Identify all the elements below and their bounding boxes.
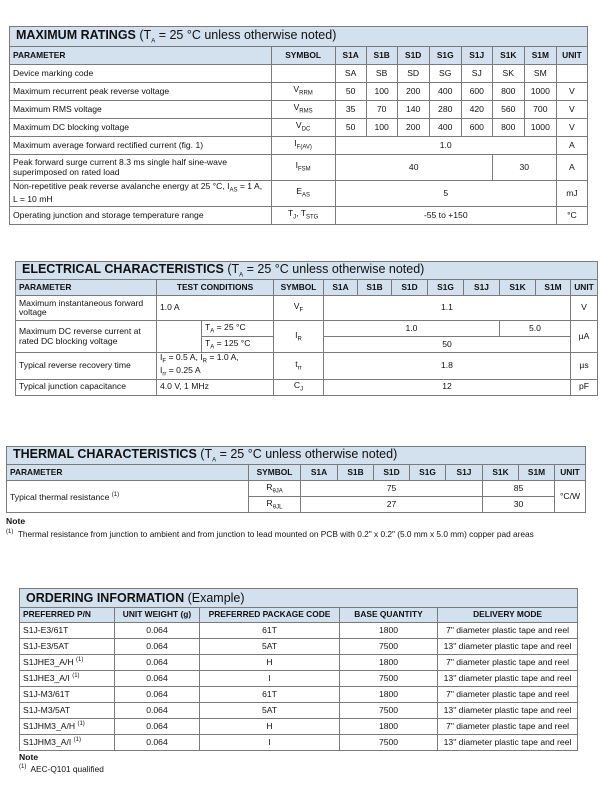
header-symbol: SYMBOL xyxy=(249,465,301,481)
cell-value: 1.0 xyxy=(324,321,500,337)
cell-base-quantity: 1800 xyxy=(340,687,438,703)
header-s1a: S1A xyxy=(324,280,358,296)
cell-value: 1.8 xyxy=(324,353,571,379)
header-s1d: S1D xyxy=(397,47,429,65)
cell-value: 600 xyxy=(461,119,492,137)
cell-package-code: 61T xyxy=(200,687,340,703)
row-symbol: $V_{DC}$ xyxy=(271,119,335,137)
electrical-characteristics-title: ELECTRICAL CHARACTERISTICS ($T_A = 25$ °C unless otherwise noted) xyxy=(16,262,598,280)
cell-package-code: 61T xyxy=(200,623,340,639)
row-symbol: $E_{AS}$ xyxy=(271,181,335,207)
header-s1b: S1B xyxy=(358,280,392,296)
header-s1j: S1J xyxy=(461,47,492,65)
cell-part-number: S1J-M3/61T xyxy=(20,687,115,703)
row-symbol: $I_R$ xyxy=(274,321,324,353)
cell-unit-weight: 0.064 xyxy=(115,687,200,703)
header-base-quantity: BASE QUANTITY xyxy=(340,608,438,623)
header-parameter: PARAMETER xyxy=(10,47,272,65)
cell-value: SK xyxy=(492,65,524,83)
row-parameter: Typical thermal resistance $^{(1)}$ xyxy=(7,481,249,513)
cell-value: 140 xyxy=(397,101,429,119)
table-row xyxy=(10,181,588,207)
cell-part-number: S1J-M3/5AT xyxy=(20,703,115,719)
cell-unit-weight: 0.064 xyxy=(115,623,200,639)
cell-value: 5 xyxy=(335,181,556,207)
table-row xyxy=(10,65,588,83)
cell-value: 200 xyxy=(397,119,429,137)
row-unit: A xyxy=(556,155,587,181)
header-preferred-pn: PREFERRED P/N xyxy=(20,608,115,623)
cell-value: SD xyxy=(397,65,429,83)
cell-value: 50 xyxy=(324,337,571,353)
cell-value: 560 xyxy=(492,101,524,119)
cell-package-code: H xyxy=(200,655,340,671)
row-parameter: Maximum recurrent peak reverse voltage xyxy=(10,83,272,101)
cell-value: 30 xyxy=(483,497,555,513)
table-row xyxy=(20,655,578,671)
row-unit: °C/W xyxy=(555,481,586,513)
cell-delivery-mode: 7" diameter plastic tape and reel xyxy=(438,623,578,639)
table-row xyxy=(10,137,588,155)
header-s1g: S1G xyxy=(428,280,464,296)
table-row xyxy=(10,83,588,101)
cell-value: 1.1 xyxy=(324,296,571,321)
header-s1b: S1B xyxy=(366,47,397,65)
table-row xyxy=(16,321,598,337)
cell-value: 5.0 xyxy=(500,321,571,337)
cell-base-quantity: 1800 xyxy=(340,623,438,639)
row-unit: V xyxy=(556,83,587,101)
header-s1d: S1D xyxy=(392,280,428,296)
cell-unit-weight: 0.064 xyxy=(115,735,200,751)
maximum-ratings-title: MAXIMUM RATINGS ($T_A = 25$ °C unless otherwise noted) xyxy=(10,27,588,47)
cell-base-quantity: 7500 xyxy=(340,703,438,719)
cell-value: 280 xyxy=(429,101,461,119)
header-package-code: PREFERRED PACKAGE CODE xyxy=(200,608,340,623)
cell-package-code: 5AT xyxy=(200,639,340,655)
thermal-characteristics-title: THERMAL CHARACTERISTICS ($T_A = 25$ °C unless otherwise noted) xyxy=(7,447,586,465)
table-row xyxy=(16,353,598,379)
cell-value: 400 xyxy=(429,83,461,101)
cell-value: -55 to +150 xyxy=(335,207,556,225)
row-parameter: Maximum RMS voltage xyxy=(10,101,272,119)
note-label: Note xyxy=(19,752,39,762)
thermal-note-text: $^{(1)}$ Thermal resistance from junction to ambient and from junction to lead mounted on PCB with 0.2" x 0.2" (5.0 mm x 5.0 mm) copper pad areas xyxy=(6,529,534,539)
table-header-row xyxy=(20,608,578,623)
cell-package-code: H xyxy=(200,719,340,735)
cell-base-quantity: 7500 xyxy=(340,639,438,655)
table-row xyxy=(20,735,578,751)
table-row xyxy=(10,155,588,181)
row-symbol: $C_J$ xyxy=(274,379,324,395)
cell-value: 50 xyxy=(335,83,366,101)
row-parameter: Maximum instantaneous forward voltage xyxy=(16,296,157,321)
table-row xyxy=(16,379,598,395)
table-row xyxy=(10,101,588,119)
cell-value: SA xyxy=(335,65,366,83)
cell-unit-weight: 0.064 xyxy=(115,639,200,655)
note-label: Note xyxy=(6,516,26,526)
table-row xyxy=(10,207,588,225)
thermal-characteristics-section xyxy=(6,446,586,513)
cell-value: 100 xyxy=(366,119,397,137)
cell-value: 1000 xyxy=(524,119,556,137)
cell-value: 700 xyxy=(524,101,556,119)
cell-value: 75 xyxy=(301,481,483,497)
cell-value: 27 xyxy=(301,497,483,513)
header-s1k: S1K xyxy=(483,465,519,481)
header-symbol: SYMBOL xyxy=(271,47,335,65)
row-parameter: Maximum DC reverse current at rated DC blocking voltage xyxy=(16,321,157,353)
header-s1d: S1D xyxy=(374,465,410,481)
table-row xyxy=(7,481,586,497)
cell-delivery-mode: 7" diameter plastic tape and reel xyxy=(438,719,578,735)
header-s1k: S1K xyxy=(500,280,536,296)
row-symbol xyxy=(271,65,335,83)
row-test-condition: $T_A = 25$ °C xyxy=(202,321,274,337)
row-parameter: Typical junction capacitance xyxy=(16,379,157,395)
header-s1g: S1G xyxy=(410,465,446,481)
cell-value: SJ xyxy=(461,65,492,83)
row-symbol: $I_{FSM}$ xyxy=(271,155,335,181)
row-test-condition: $T_A = 125$ °C xyxy=(202,337,274,353)
header-s1k: S1K xyxy=(492,47,524,65)
row-unit: V xyxy=(556,119,587,137)
cell-value: SM xyxy=(524,65,556,83)
row-parameter: Maximum DC blocking voltage xyxy=(10,119,272,137)
cell-value: 420 xyxy=(461,101,492,119)
row-symbol: $T_J$, $T_{STG}$ xyxy=(271,207,335,225)
cell-package-code: I xyxy=(200,671,340,687)
cell-unit-weight: 0.064 xyxy=(115,719,200,735)
header-unit: UNIT xyxy=(555,465,586,481)
row-test-condition: 1.0 A xyxy=(157,296,274,321)
cell-delivery-mode: 13" diameter plastic tape and reel xyxy=(438,703,578,719)
header-s1a: S1A xyxy=(301,465,338,481)
thermal-characteristics-table xyxy=(6,446,586,513)
header-parameter: PARAMETER xyxy=(7,465,249,481)
cell-unit-weight: 0.064 xyxy=(115,703,200,719)
row-symbol: $V_{RMS}$ xyxy=(271,101,335,119)
maximum-ratings-table xyxy=(9,26,588,225)
cell-value: 200 xyxy=(397,83,429,101)
cell-part-number: S1JHE3_A/H $^{(1)}$ xyxy=(20,655,115,671)
cell-value: 85 xyxy=(483,481,555,497)
row-unit xyxy=(556,65,587,83)
row-test-condition-spacer xyxy=(157,321,202,353)
row-symbol: $V_F$ xyxy=(274,296,324,321)
table-header-row xyxy=(7,465,586,481)
table-row xyxy=(20,703,578,719)
table-row xyxy=(16,296,598,321)
cell-base-quantity: 1800 xyxy=(340,719,438,735)
row-symbol: $R_{\theta JA}$ xyxy=(249,481,301,497)
cell-base-quantity: 1800 xyxy=(340,655,438,671)
row-unit: mJ xyxy=(556,181,587,207)
cell-part-number: S1JHE3_A/I $^{(1)}$ xyxy=(20,671,115,687)
cell-value: 12 xyxy=(324,379,571,395)
table-row xyxy=(20,687,578,703)
row-symbol: $t_{rr}$ xyxy=(274,353,324,379)
cell-value: 600 xyxy=(461,83,492,101)
cell-value: 800 xyxy=(492,83,524,101)
header-s1j: S1J xyxy=(446,465,483,481)
header-test-conditions: TEST CONDITIONS xyxy=(157,280,274,296)
row-unit: µs xyxy=(571,353,598,379)
header-s1m: S1M xyxy=(524,47,556,65)
header-s1m: S1M xyxy=(519,465,555,481)
ordering-information-table xyxy=(19,588,578,751)
cell-unit-weight: 0.064 xyxy=(115,671,200,687)
header-s1m: S1M xyxy=(536,280,571,296)
row-symbol: $V_{RRM}$ xyxy=(271,83,335,101)
cell-value: SB xyxy=(366,65,397,83)
cell-value: 30 xyxy=(492,155,556,181)
row-test-condition: $I_F = 0.5$ A, $I_R = 1.0$ A, $I_{rr} = 0.25$ A xyxy=(157,353,274,379)
ordering-information-title: ORDERING INFORMATION (Example) xyxy=(20,589,578,608)
row-unit: A xyxy=(556,137,587,155)
table-header-row xyxy=(10,47,588,65)
row-parameter: Device marking code xyxy=(10,65,272,83)
row-parameter: Maximum average forward rectified current (fig. 1) xyxy=(10,137,272,155)
cell-value: 100 xyxy=(366,83,397,101)
ordering-note-text: $^{(1)}$ AEC-Q101 qualified xyxy=(19,764,104,774)
header-unit-weight: UNIT WEIGHT (g) xyxy=(115,608,200,623)
cell-delivery-mode: 13" diameter plastic tape and reel xyxy=(438,735,578,751)
cell-value: 800 xyxy=(492,119,524,137)
cell-package-code: I xyxy=(200,735,340,751)
cell-delivery-mode: 7" diameter plastic tape and reel xyxy=(438,687,578,703)
header-s1a: S1A xyxy=(335,47,366,65)
cell-delivery-mode: 7" diameter plastic tape and reel xyxy=(438,655,578,671)
row-test-condition: 4.0 V, 1 MHz xyxy=(157,379,274,395)
ordering-information-section xyxy=(19,588,578,751)
cell-value: 35 xyxy=(335,101,366,119)
cell-unit-weight: 0.064 xyxy=(115,655,200,671)
row-unit: µA xyxy=(571,321,598,353)
cell-part-number: S1J-E3/61T xyxy=(20,623,115,639)
cell-value: SG xyxy=(429,65,461,83)
table-row xyxy=(20,719,578,735)
cell-value: 1000 xyxy=(524,83,556,101)
header-parameter: PARAMETER xyxy=(16,280,157,296)
header-unit: UNIT xyxy=(556,47,587,65)
cell-value: 400 xyxy=(429,119,461,137)
header-s1g: S1G xyxy=(429,47,461,65)
cell-base-quantity: 7500 xyxy=(340,671,438,687)
row-parameter: Non-repetitive peak reverse avalanche energy at 25 °C, $I_{AS} = 1$ A, L = 10 mH xyxy=(10,181,272,207)
cell-delivery-mode: 13" diameter plastic tape and reel xyxy=(438,639,578,655)
cell-part-number: S1JHM3_A/I $^{(1)}$ xyxy=(20,735,115,751)
header-delivery-mode: DELIVERY MODE xyxy=(438,608,578,623)
row-parameter: Peak forward surge current 8.3 ms single half sine-wave superimposed on rated load xyxy=(10,155,272,181)
cell-value: 50 xyxy=(335,119,366,137)
ordering-note xyxy=(19,752,38,762)
row-unit: V xyxy=(556,101,587,119)
table-row xyxy=(20,623,578,639)
row-symbol: $I_{F(AV)}$ xyxy=(271,137,335,155)
thermal-note xyxy=(6,516,25,526)
cell-part-number: S1J-E3/5AT xyxy=(20,639,115,655)
table-header-row xyxy=(16,280,598,296)
cell-base-quantity: 7500 xyxy=(340,735,438,751)
header-unit: UNIT xyxy=(571,280,598,296)
electrical-characteristics-section xyxy=(15,261,598,396)
cell-value: 1.0 xyxy=(335,137,556,155)
cell-package-code: 5AT xyxy=(200,703,340,719)
electrical-characteristics-table xyxy=(15,261,598,396)
row-parameter: Operating junction and storage temperature range xyxy=(10,207,272,225)
table-row xyxy=(20,671,578,687)
row-parameter: Typical reverse recovery time xyxy=(16,353,157,379)
cell-part-number: S1JHM3_A/H $^{(1)}$ xyxy=(20,719,115,735)
row-unit: V xyxy=(571,296,598,321)
header-symbol: SYMBOL xyxy=(274,280,324,296)
row-unit: pF xyxy=(571,379,598,395)
cell-value: 40 xyxy=(335,155,492,181)
row-unit: °C xyxy=(556,207,587,225)
row-symbol: $R_{\theta JL}$ xyxy=(249,497,301,513)
table-row xyxy=(10,119,588,137)
cell-delivery-mode: 13" diameter plastic tape and reel xyxy=(438,671,578,687)
header-s1b: S1B xyxy=(338,465,374,481)
header-s1j: S1J xyxy=(464,280,500,296)
cell-value: 70 xyxy=(366,101,397,119)
maximum-ratings-section xyxy=(9,26,588,225)
table-row xyxy=(20,639,578,655)
